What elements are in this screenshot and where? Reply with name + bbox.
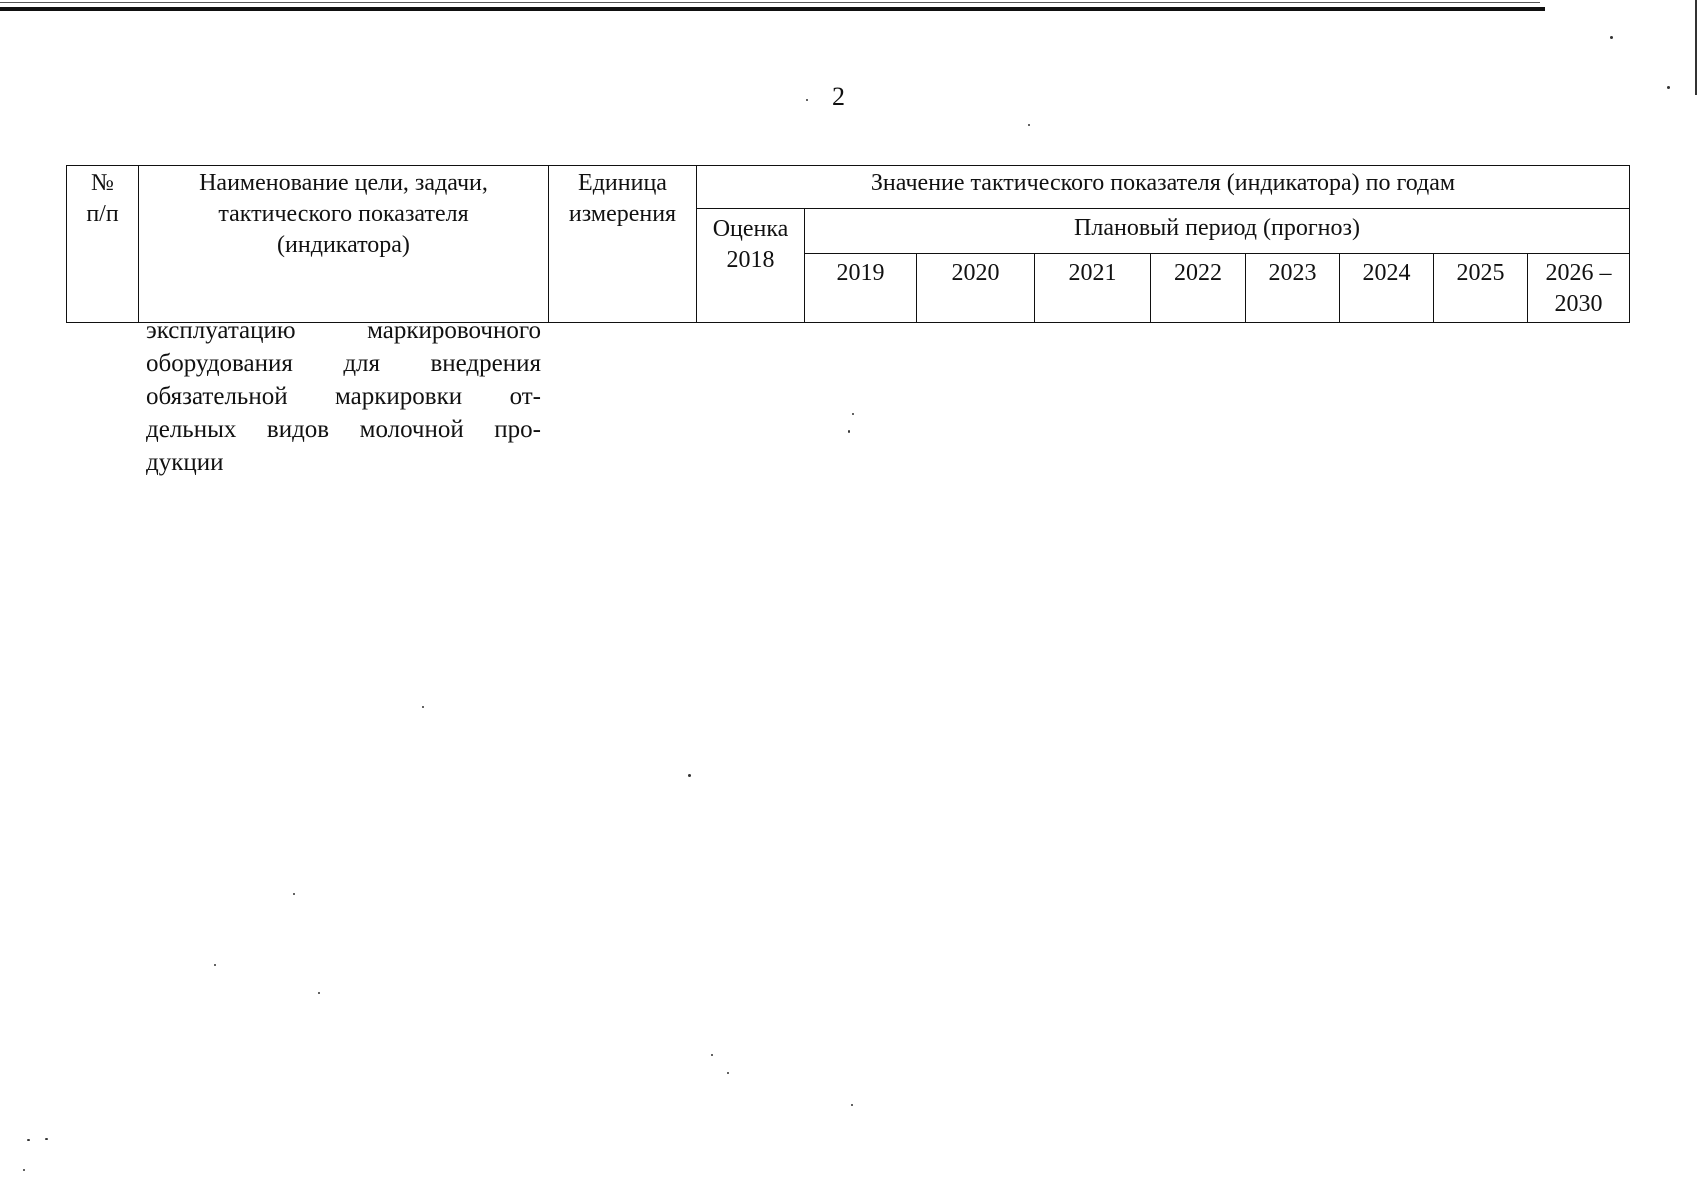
header-unit-line-1: Единица	[578, 170, 667, 196]
page-number: 2	[832, 82, 845, 111]
scan-speck	[688, 774, 691, 777]
scan-top-border-line	[0, 7, 1545, 11]
header-row-1	[67, 166, 1630, 209]
scan-right-edge	[1695, 0, 1697, 95]
scan-speck	[23, 1169, 25, 1171]
header-estimate-cell	[697, 209, 805, 323]
header-number-cell	[67, 166, 139, 323]
header-number-line-1: №	[91, 170, 114, 196]
header-estimate-line-2: 2018	[726, 247, 775, 273]
scan-speck	[806, 99, 808, 101]
continuation-text	[146, 314, 541, 479]
header-year-2020: 2020	[917, 254, 1035, 323]
header-year-2026-2030	[1528, 254, 1630, 323]
scan-speck	[1028, 124, 1030, 126]
continuation-line-1: эксплуатацию маркировочного	[146, 317, 541, 344]
header-year-2022: 2022	[1151, 254, 1246, 323]
scan-speck	[293, 893, 295, 895]
continuation-line-2: оборудования для внедрения	[146, 350, 541, 377]
scan-speck	[422, 706, 424, 708]
header-plan-period: Плановый период (прогноз)	[805, 209, 1630, 254]
header-year-2019: 2019	[805, 254, 917, 323]
header-unit-cell	[549, 166, 697, 323]
scan-speck	[45, 1138, 48, 1140]
header-name-line-1: Наименование цели, задачи,	[199, 170, 488, 196]
scan-speck	[852, 413, 854, 415]
scan-speck	[848, 430, 850, 433]
header-name-line-2: тактического показателя	[218, 201, 469, 227]
header-name-cell	[139, 166, 549, 323]
header-name-line-3: (индикатора)	[277, 232, 410, 258]
scan-top-thin-line	[0, 2, 1540, 3]
header-year-2024: 2024	[1340, 254, 1434, 323]
header-last-year-line-2: 2030	[1554, 291, 1603, 317]
scan-speck	[214, 964, 216, 966]
continuation-line-3: обязательной маркировки от-	[146, 383, 541, 410]
header-year-2023: 2023	[1246, 254, 1340, 323]
header-estimate-line-1: Оценка	[712, 216, 789, 242]
scan-speck	[318, 992, 320, 994]
scan-speck	[27, 1139, 30, 1141]
header-number-line-2: п/п	[86, 201, 119, 227]
continuation-line-5: дукции	[146, 449, 224, 476]
header-year-2021: 2021	[1035, 254, 1151, 323]
header-last-year-line-1: 2026 –	[1545, 260, 1612, 286]
continuation-line-4: дельных видов молочной про-	[146, 416, 541, 443]
scan-speck	[851, 1104, 853, 1106]
scan-speck	[727, 1072, 729, 1074]
header-values-group: Значение тактического показателя (индикатора) по годам	[697, 166, 1630, 209]
scan-speck	[1610, 36, 1613, 39]
scan-speck	[711, 1054, 713, 1056]
header-unit-line-2: измерения	[568, 201, 677, 227]
scan-speck	[1667, 86, 1670, 89]
indicator-table	[66, 165, 1630, 323]
header-year-2025: 2025	[1434, 254, 1528, 323]
